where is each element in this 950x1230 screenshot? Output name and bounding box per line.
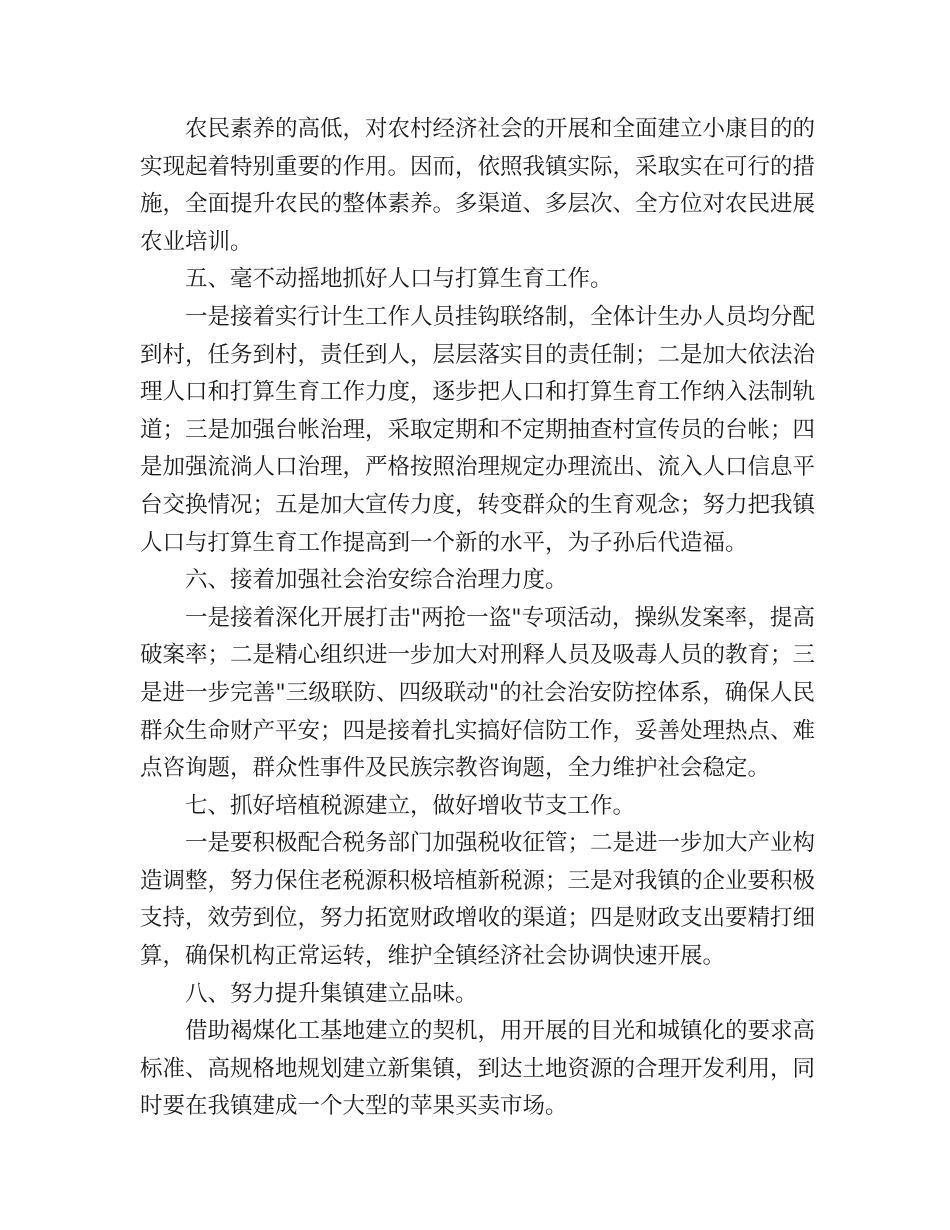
section-heading-6: 六、接着加强社会治安综合治理力度。 (185, 567, 568, 594)
document-page (140, 111, 815, 1126)
body-paragraph: 一是接着深化开展打击"两抢一盗"专项活动，操纵发案率，提高破案率；二是精心组织进一步加大对刑释人员及吸毒人员的教育；三是进一步完善"三级联防、四级联动"的社会治安防控体系，确保人民群众生命财产平安；四是接着扎实搞好信防工作，妥善处理热点、难点咨询题，群众性事件及民族宗教咨询题，全力维护社会稳定。 (140, 604, 816, 782)
section-heading-7: 七、抓好培植税源建立，做好增收节支工作。 (185, 792, 636, 819)
body-paragraph: 农民素养的高低，对农村经济社会的开展和全面建立小康目的的实现起着特别重要的作用。因而，依照我镇实际，采取实在可行的措施，全面提升农民的整体素养。多渠道、多层次、全方位对农民进展农业培训。 (140, 116, 816, 255)
body-paragraph: 一是要积极配合税务部门加强税收征管；二是进一步加大产业构造调整，努力保住老税源积极培植新税源；三是对我镇的企业要积极支持，效劳到位，努力拓宽财政增收的渠道；四是财政支出要精打细算，确保机构正常运转，维护全镇经济社会协调快速开展。 (140, 830, 816, 970)
body-paragraph: 借助褐煤化工基地建立的契机，用开展的目光和城镇化的要求高标准、高规格地规划建立新集镇，到达土地资源的合理开发利用，同时要在我镇建成一个大型的苹果买卖市场。 (140, 1018, 816, 1120)
section-heading-8: 八、努力提升集镇建立品味。 (185, 980, 478, 1007)
section-heading-5: 五、毫不动摇地抓好人口与打算生育工作。 (185, 266, 613, 293)
body-paragraph: 一是接着实行计生工作人员挂钩联络制，全体计生办人员均分配到村，任务到村，责任到人，层层落实目的责任制；二是加大依法治理人口和打算生育工作力度，逐步把人口和打算生育工作纳入法制轨道；三是加强台帐治理，采取定期和不定期抽查村宣传员的台帐；四是加强流淌人口治理，严格按照治理规定办理流出、流入人口信息平台交换情况；五是加大宣传力度，转变群众的生育观念；努力把我镇人口与打算生育工作提高到一个新的水平，为子孙后代造福。 (140, 303, 816, 556)
